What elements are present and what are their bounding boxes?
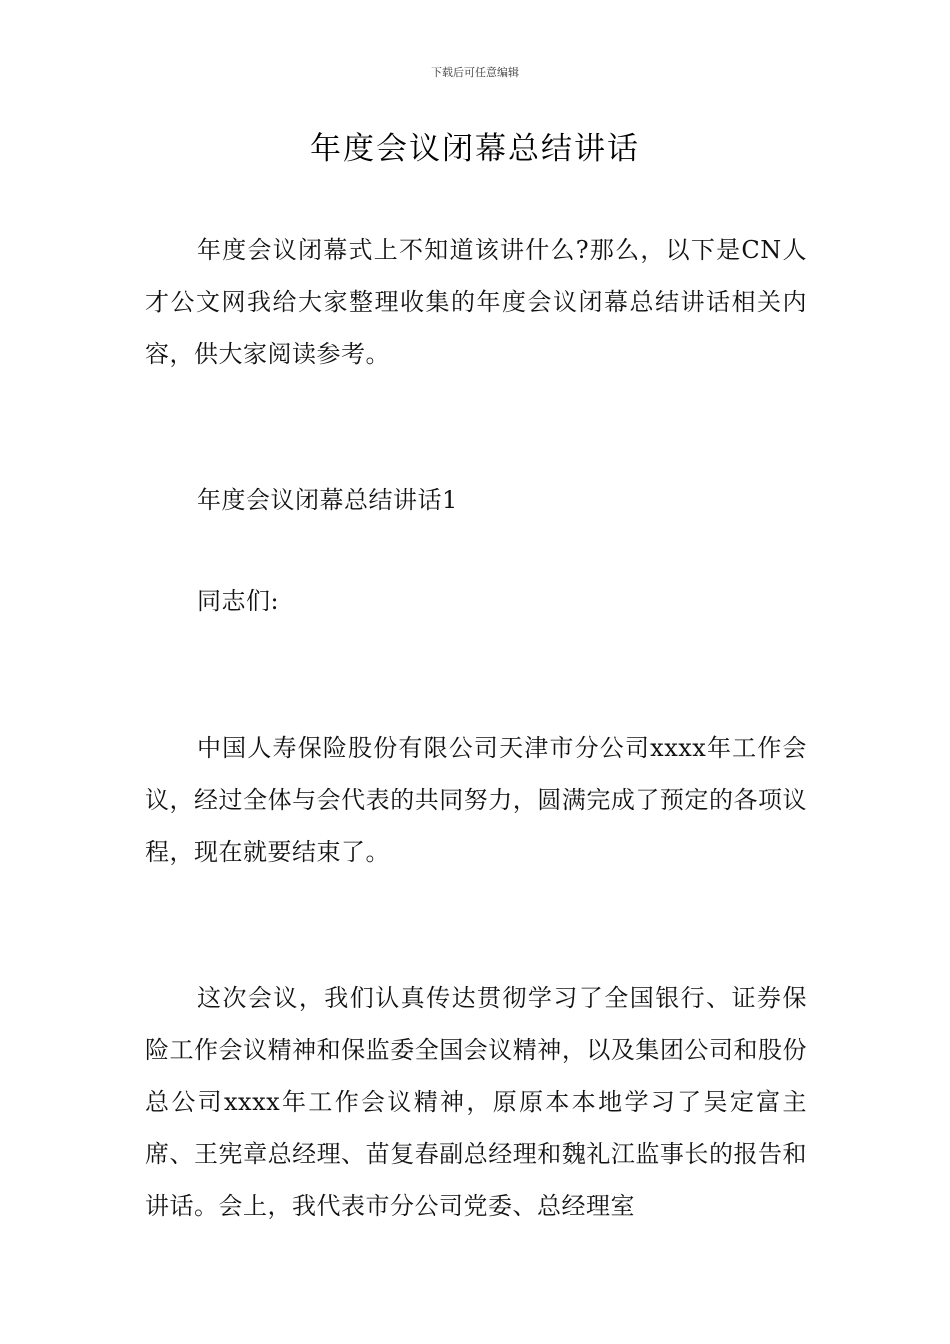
intro-paragraph: 年度会议闭幕式上不知道该讲什么?那么，以下是CN人才公文网我给大家整理收集的年度会议闭幕总结讲话相关内容，供大家阅读参考。 [145, 236, 807, 368]
body-paragraph: 这次会议，我们认真传达贯彻学习了全国银行、证券保险工作会议精神和保监委全国会议精神，以及集团公司和股份总公司xxxx年工作会议精神，原原本本地学习了吴定富主席、王宪章总经理、苗复春副总经理和魏礼江监事长的报告和讲话。会上，我代表市分公司党委、总经理室 [145, 984, 807, 1220]
body-paragraph: 中国人寿保险股份有限公司天津市分公司xxxx年工作会议，经过全体与会代表的共同努力，圆满完成了预定的各项议程，现在就要结束了。 [145, 734, 807, 866]
document-title: 年度会议闭幕总结讲话 [310, 131, 640, 167]
section-heading: 年度会议闭幕总结讲话1 [197, 486, 458, 514]
header-note: 下载后可任意编辑 [431, 66, 519, 79]
greeting-paragraph: 同志们: [197, 587, 280, 615]
